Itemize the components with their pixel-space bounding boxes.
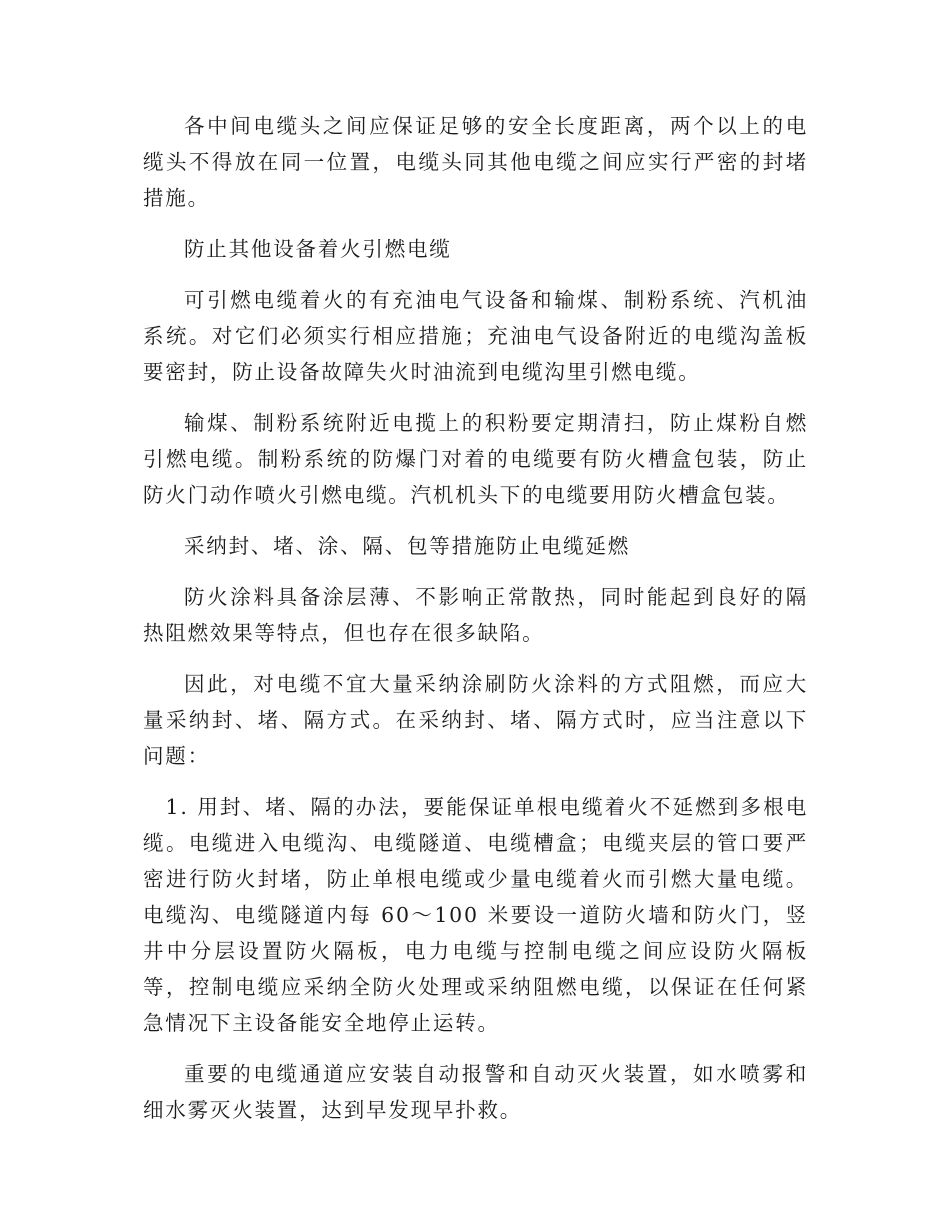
paragraph-seal-block-partition: 因此，对电缆不宜大量采纳涂刷防火涂料的方式阻燃，而应大量采纳封、堵、隔方式。在采纳封、堵、隔方式时，应当注意以下问题： <box>143 672 808 768</box>
paragraph-fireproof-coating: 防火涂料具备涂层薄、不影响正常散热，同时能起到良好的隔热阻燃效果等特点，但也存在很多缺陷。 <box>143 585 808 645</box>
list-item-1: 1. 用封、堵、隔的办法，要能保证单根电缆着火不延燃到多根电缆。电缆进入电缆沟、电缆隧道、电缆槽盒；电缆夹层的管口要严密进行防火封堵，防止单根电缆或少量电缆着火而引燃大量电缆。电缆沟、电缆隧道内每 60～100 米要设一道防火墙和防火门，竖井中分层设置防火隔板，电力电缆与控制电缆之间应设防火隔板等，控制电缆应采纳全防火处理或采纳阻燃电缆，以保证在任何紧急情况下主设备能安全地停止运转。 <box>143 795 808 1035</box>
section-heading-prevent-ignition: 防止其他设备着火引燃电缆 <box>184 237 452 261</box>
section-heading-prevent-spread: 采纳封、堵、涂、隔、包等措施防止电缆延燃 <box>184 534 630 558</box>
document-page <box>143 108 808 1143</box>
paragraph-auto-alarm: 重要的电缆通道应安装自动报警和自动灭火装置，如水喷雾和细水雾灭火装置，达到早发现早扑救。 <box>143 1062 808 1122</box>
paragraph-oil-equipment: 可引燃电缆着火的有充油电气设备和输煤、制粉系统、汽机油系统。对它们必须实行相应措施；充油电气设备附近的电缆沟盖板要密封，防止设备故障失火时油流到电缆沟里引燃电缆。 <box>143 288 808 384</box>
paragraph-coal-dust: 输煤、制粉系统附近电揽上的积粉要定期清扫，防止煤粉自燃引燃电缆。制粉系统的防爆门对着的电缆要有防火槽盒包装，防止防火门动作喷火引燃电缆。汽机机头下的电缆要用防火槽盒包装。 <box>143 411 808 507</box>
paragraph-cable-joint-spacing: 各中间电缆头之间应保证足够的安全长度距离，两个以上的电缆头不得放在同一位置，电缆头同其他电缆之间应实行严密的封堵措施。 <box>143 114 808 210</box>
